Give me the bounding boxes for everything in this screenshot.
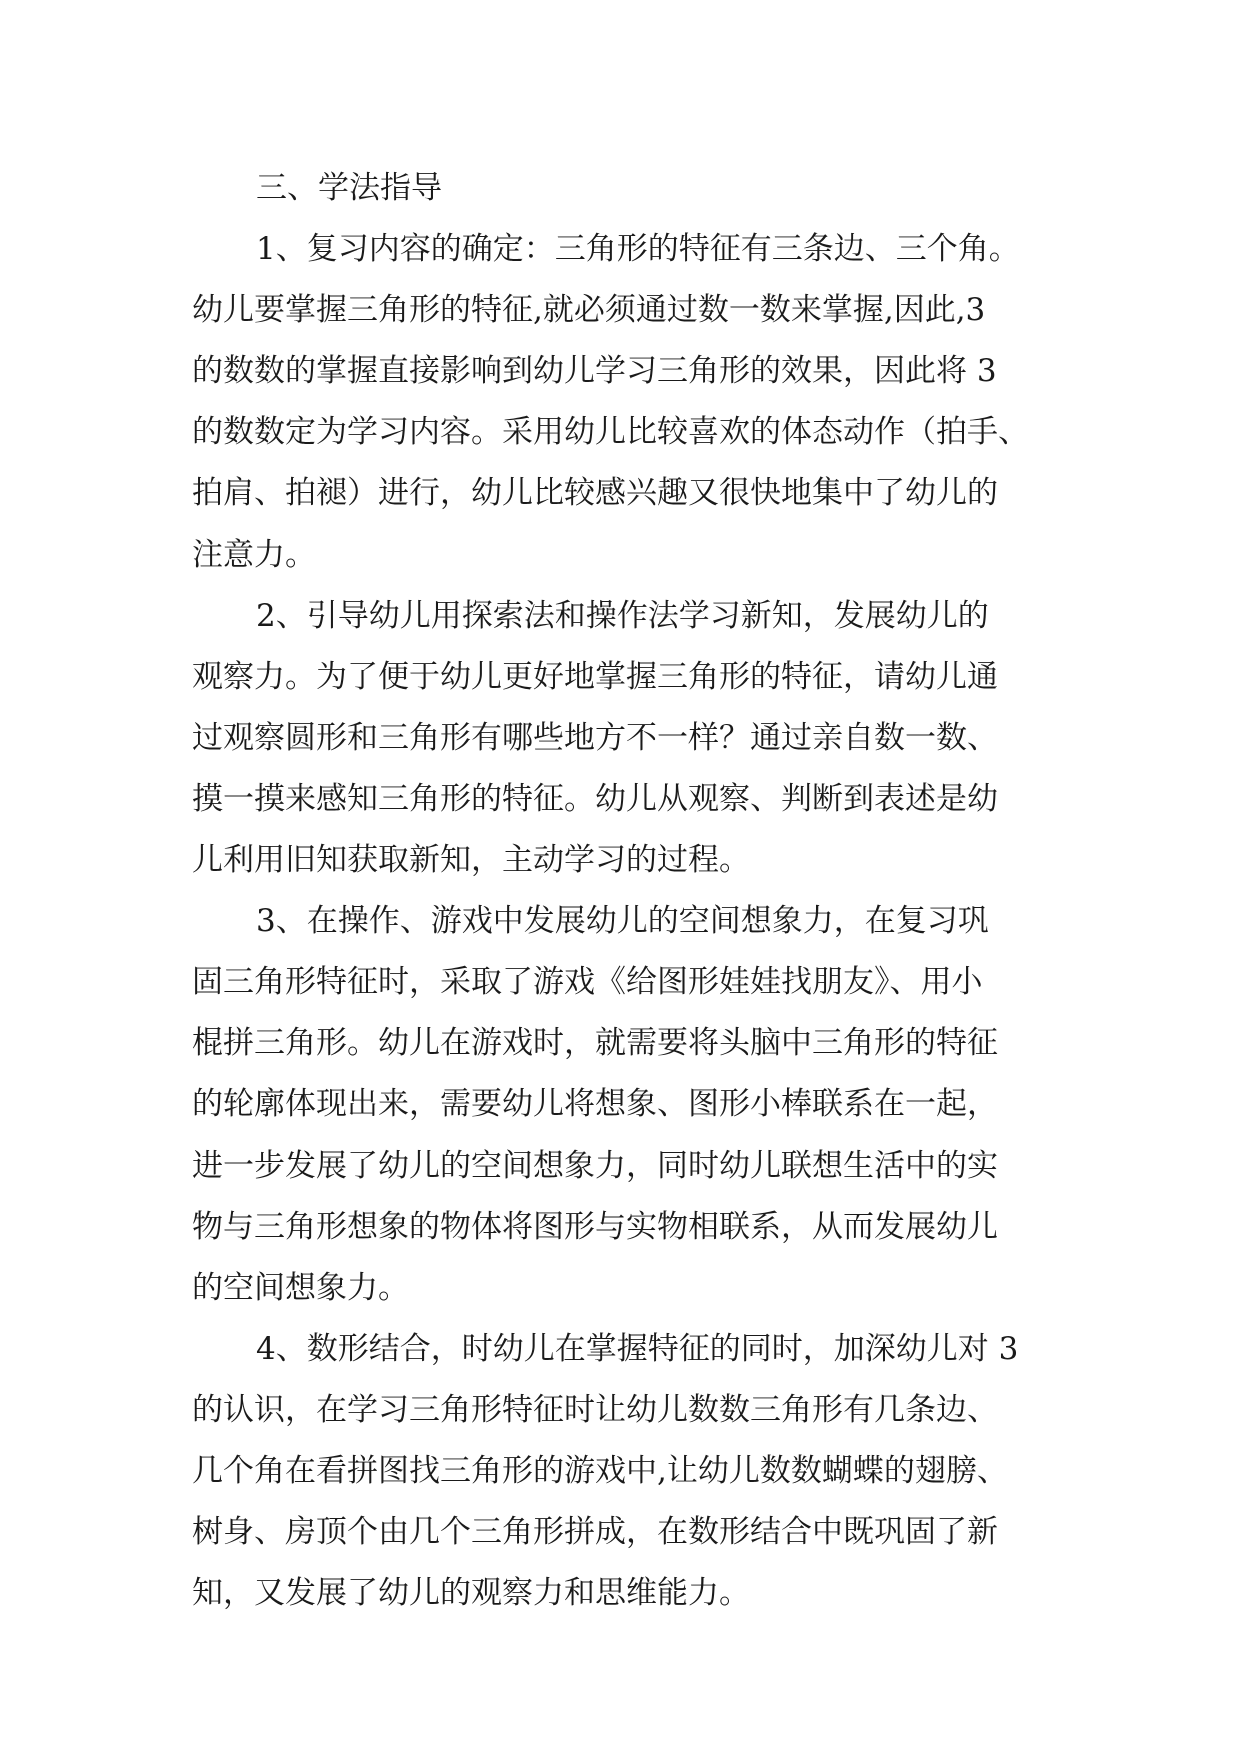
paragraph-line: 注意力。 bbox=[192, 536, 316, 573]
paragraph-line: 拍肩、拍褪）进行，幼儿比较感兴趣又很快地集中了幼儿的 bbox=[192, 475, 998, 512]
paragraph-line: 摸一摸来感知三角形的特征。幼儿从观察、判断到表述是幼 bbox=[192, 780, 998, 817]
paragraph-1 bbox=[192, 219, 1072, 586]
paragraph-line: 3、在操作、游戏中发展幼儿的空间想象力，在复习巩 bbox=[256, 903, 989, 940]
paragraph-line: 的数数定为学习内容。采用幼儿比较喜欢的体态动作（拍手、 bbox=[192, 414, 1029, 451]
paragraph-line: 几个角在看拼图找三角形的游戏中,让幼儿数数蝴蝶的翅膀、 bbox=[192, 1452, 1008, 1489]
section-heading: 三、学法指导 bbox=[256, 170, 442, 206]
paragraph-line: 的数数的掌握直接影响到幼儿学习三角形的效果，因此将 3 bbox=[192, 353, 997, 390]
paragraph-line: 儿利用旧知获取新知，主动学习的过程。 bbox=[192, 842, 750, 879]
paragraph-line: 进一步发展了幼儿的空间想象力，同时幼儿联想生活中的实 bbox=[192, 1147, 998, 1184]
paragraph-line: 棍拼三角形。幼儿在游戏时，就需要将头脑中三角形的特征 bbox=[192, 1025, 998, 1062]
paragraph-3 bbox=[192, 891, 1072, 1319]
paragraph-line: 1、复习内容的确定：三角形的特征有三条边、三个角。 bbox=[256, 231, 1020, 268]
paragraph-line: 树身、房顶个由几个三角形拼成，在数形结合中既巩固了新 bbox=[192, 1514, 998, 1551]
paragraph-line: 过观察圆形和三角形有哪些地方不一样？通过亲自数一数、 bbox=[192, 719, 998, 756]
paragraph-line: 观察力。为了便于幼儿更好地掌握三角形的特征，请幼儿通 bbox=[192, 658, 998, 695]
paragraph-line: 的空间想象力。 bbox=[192, 1269, 409, 1306]
paragraph-line: 幼儿要掌握三角形的特征,就必须通过数一数来掌握,因此,3 bbox=[192, 292, 986, 329]
paragraph-line: 2、引导幼儿用探索法和操作法学习新知，发展幼儿的 bbox=[256, 597, 989, 634]
paragraph-line: 的认识，在学习三角形特征时让幼儿数数三角形有几条边、 bbox=[192, 1391, 998, 1428]
paragraph-line: 知，又发展了幼儿的观察力和思维能力。 bbox=[192, 1575, 750, 1612]
paragraph-line: 的轮廓体现出来，需要幼儿将想象、图形小棒联系在一起， bbox=[192, 1086, 998, 1123]
document-body bbox=[192, 158, 1072, 1624]
paragraph-line: 物与三角形想象的物体将图形与实物相联系，从而发展幼儿 bbox=[192, 1208, 998, 1245]
paragraph-2 bbox=[192, 586, 1072, 891]
paragraph-line: 固三角形特征时，采取了游戏《给图形娃娃找朋友》、用小 bbox=[192, 964, 983, 1001]
paragraph-4 bbox=[192, 1319, 1072, 1624]
paragraph-line: 4、数形结合，时幼儿在掌握特征的同时，加深幼儿对 3 bbox=[256, 1330, 1019, 1367]
